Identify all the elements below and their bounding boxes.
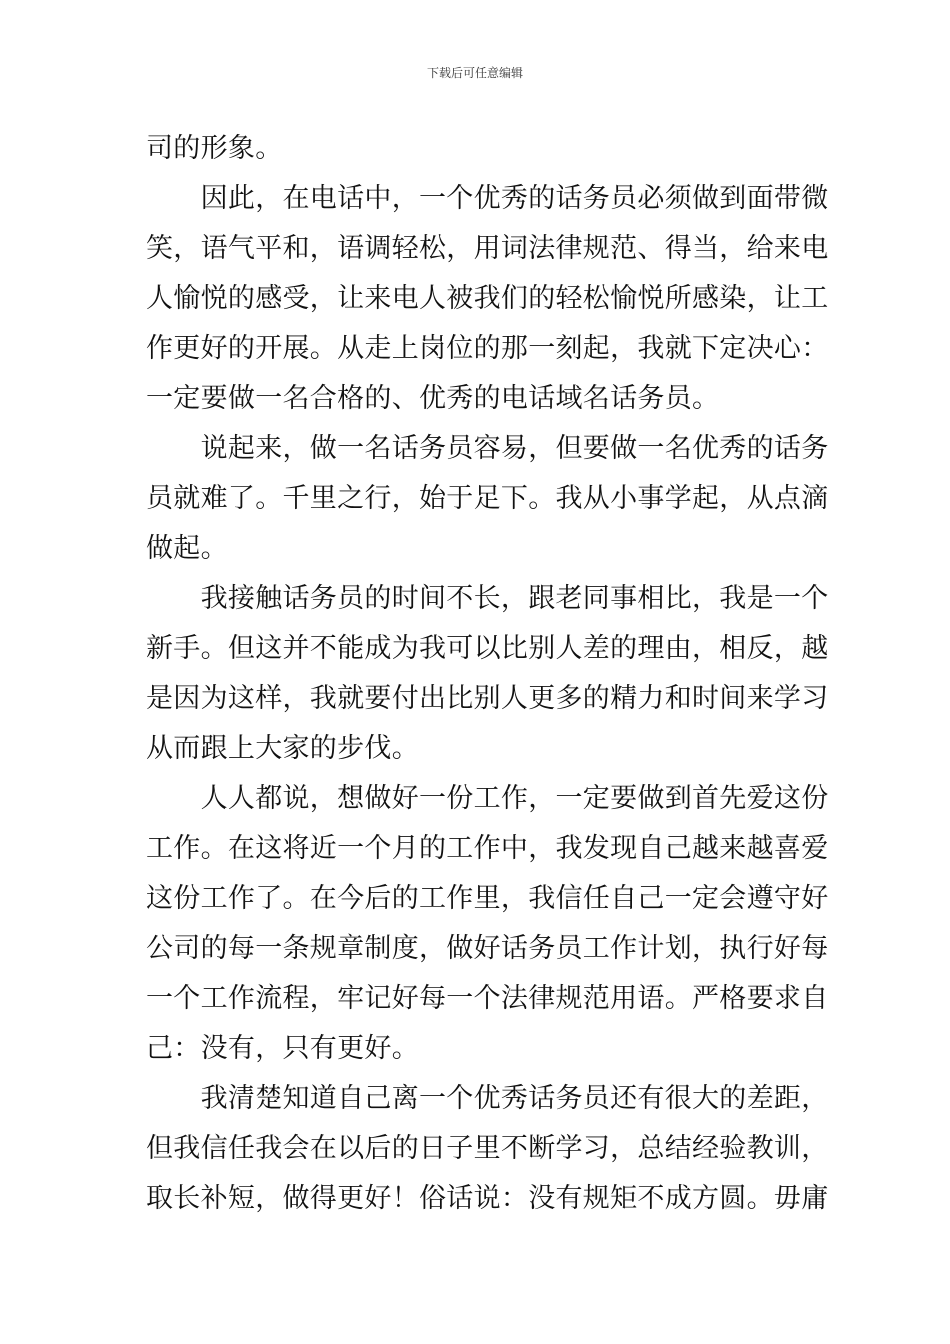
page-header: 下载后可任意编辑 [426, 66, 523, 80]
text-line: 员就难了。千里之行，始于足下。我从小事学起，从点滴 [146, 483, 829, 514]
text-line: 公司的每一条规章制度，做好话务员工作计划，执行好每 [146, 933, 829, 964]
text-line: 是因为这样，我就要付出比别人更多的精力和时间来学习 [146, 683, 829, 714]
text-line: 说起来，做一名话务员容易，但要做一名优秀的话务 [146, 433, 829, 464]
text-line: 但我信任我会在以后的日子里不断学习，总结经验教训， [146, 1133, 829, 1164]
document-body [146, 124, 829, 1224]
text-line: 从而跟上大家的步伐。 [146, 733, 419, 764]
text-line: 人愉悦的感受，让来电人被我们的轻松愉悦所感染，让工 [146, 283, 829, 314]
text-line: 做起。 [146, 533, 228, 564]
text-line: 这份工作了。在今后的工作里，我信任自己一定会遵守好 [146, 883, 829, 914]
text-line: 新手。但这并不能成为我可以比别人差的理由，相反，越 [146, 633, 829, 664]
text-line: 我清楚知道自己离一个优秀话务员还有很大的差距， [146, 1083, 829, 1114]
text-line: 工作。在这将近一个月的工作中，我发现自己越来越喜爱 [146, 833, 829, 864]
text-line: 人人都说，想做好一份工作，一定要做到首先爱这份 [146, 783, 829, 814]
text-line: 我接触话务员的时间不长，跟老同事相比，我是一个 [146, 583, 829, 614]
text-line: 一定要做一名合格的、优秀的电话域名话务员。 [146, 383, 720, 414]
text-line: 作更好的开展。从走上岗位的那一刻起，我就下定决心： [146, 333, 829, 364]
text-line: 因此，在电话中，一个优秀的话务员必须做到面带微 [146, 183, 829, 214]
text-line: 司的形象。 [146, 133, 283, 164]
text-line: 取长补短，做得更好！俗话说：没有规矩不成方圆。毋庸 [146, 1183, 829, 1214]
text-line: 一个工作流程，牢记好每一个法律规范用语。严格要求自 [146, 983, 829, 1014]
text-line: 己：没有，只有更好。 [146, 1033, 419, 1064]
text-line: 笑，语气平和，语调轻松，用词法律规范、得当，给来电 [146, 233, 829, 264]
